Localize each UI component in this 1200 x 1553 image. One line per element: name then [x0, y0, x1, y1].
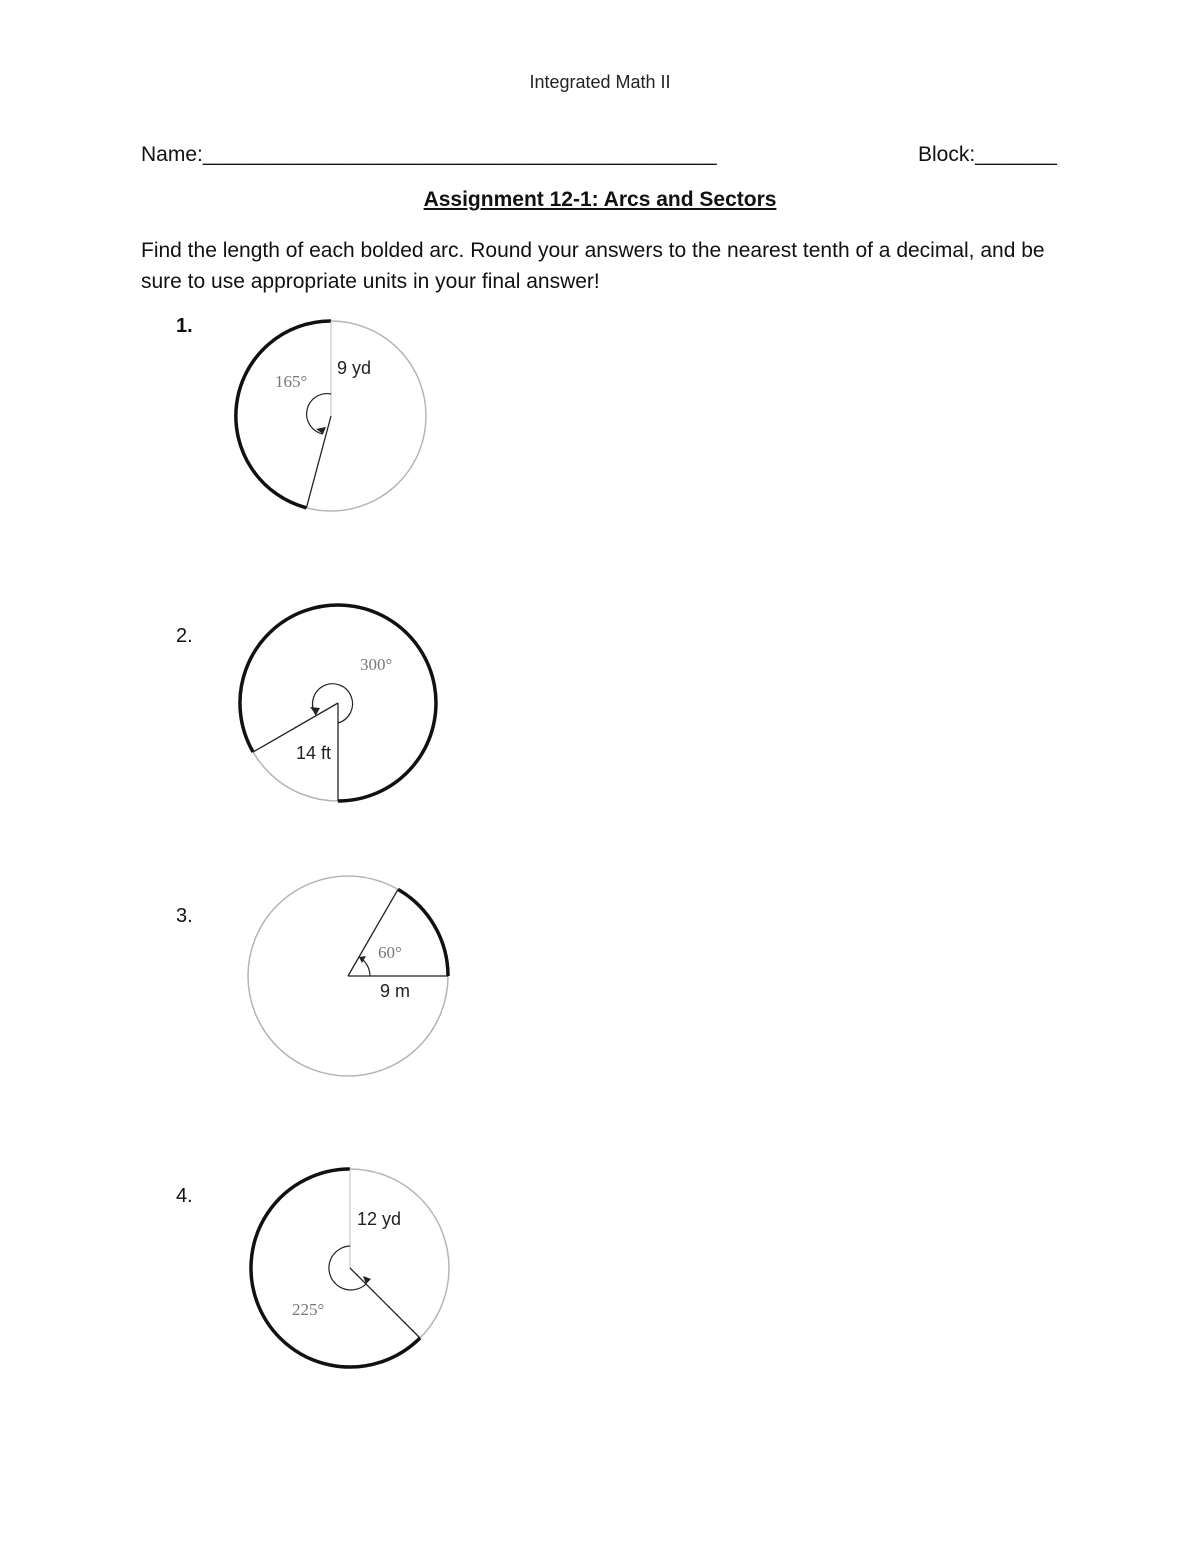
problem-3-angle-label: 60°: [378, 943, 402, 962]
name-field[interactable]: Name:____________________________________________: [141, 143, 717, 166]
problem-2-diagram: [230, 595, 450, 810]
problem-3-bold-arc: [398, 889, 448, 976]
block-field[interactable]: Block:_______: [918, 143, 1057, 166]
problem-4-bold-arc: [251, 1169, 420, 1367]
problem-4-angle-marker: [329, 1246, 366, 1290]
problem-4-radius-label: 12 yd: [357, 1209, 402, 1229]
problem-4-angle-label: 225°: [292, 1300, 325, 1319]
problem-1-angle-label: 165°: [275, 372, 308, 391]
problem-4-radius-lower: [350, 1268, 420, 1338]
problem-4-diagram: [240, 1158, 460, 1373]
problem-4-number: 4.: [176, 1185, 193, 1207]
problem-1-bold-arc: [236, 321, 331, 508]
problem-3-radius-up: [348, 889, 398, 976]
problem-2-angle-label: 300°: [360, 655, 393, 674]
problem-2-angle-marker: [313, 684, 353, 723]
problem-3-radius-label: 9 m: [380, 981, 411, 1001]
course-header: Integrated Math II: [529, 72, 671, 92]
problem-2-number: 2.: [176, 625, 193, 647]
problem-3-diagram: [235, 868, 460, 1083]
problem-1-number: 1.: [176, 315, 193, 337]
problem-1-radius-label: 9 yd: [337, 358, 372, 378]
problem-2-radius-label: 14 ft: [296, 743, 332, 763]
assignment-title: Assignment 12-1: Arcs and Sectors: [423, 188, 777, 211]
problem-1-diagram: [225, 310, 445, 525]
problem-3-number: 3.: [176, 905, 193, 927]
instructions-text: Find the length of each bolded arc. Round your answers to the nearest tenth of a decimal, and be sure to use appropriate units in your final answer!: [141, 239, 1045, 293]
